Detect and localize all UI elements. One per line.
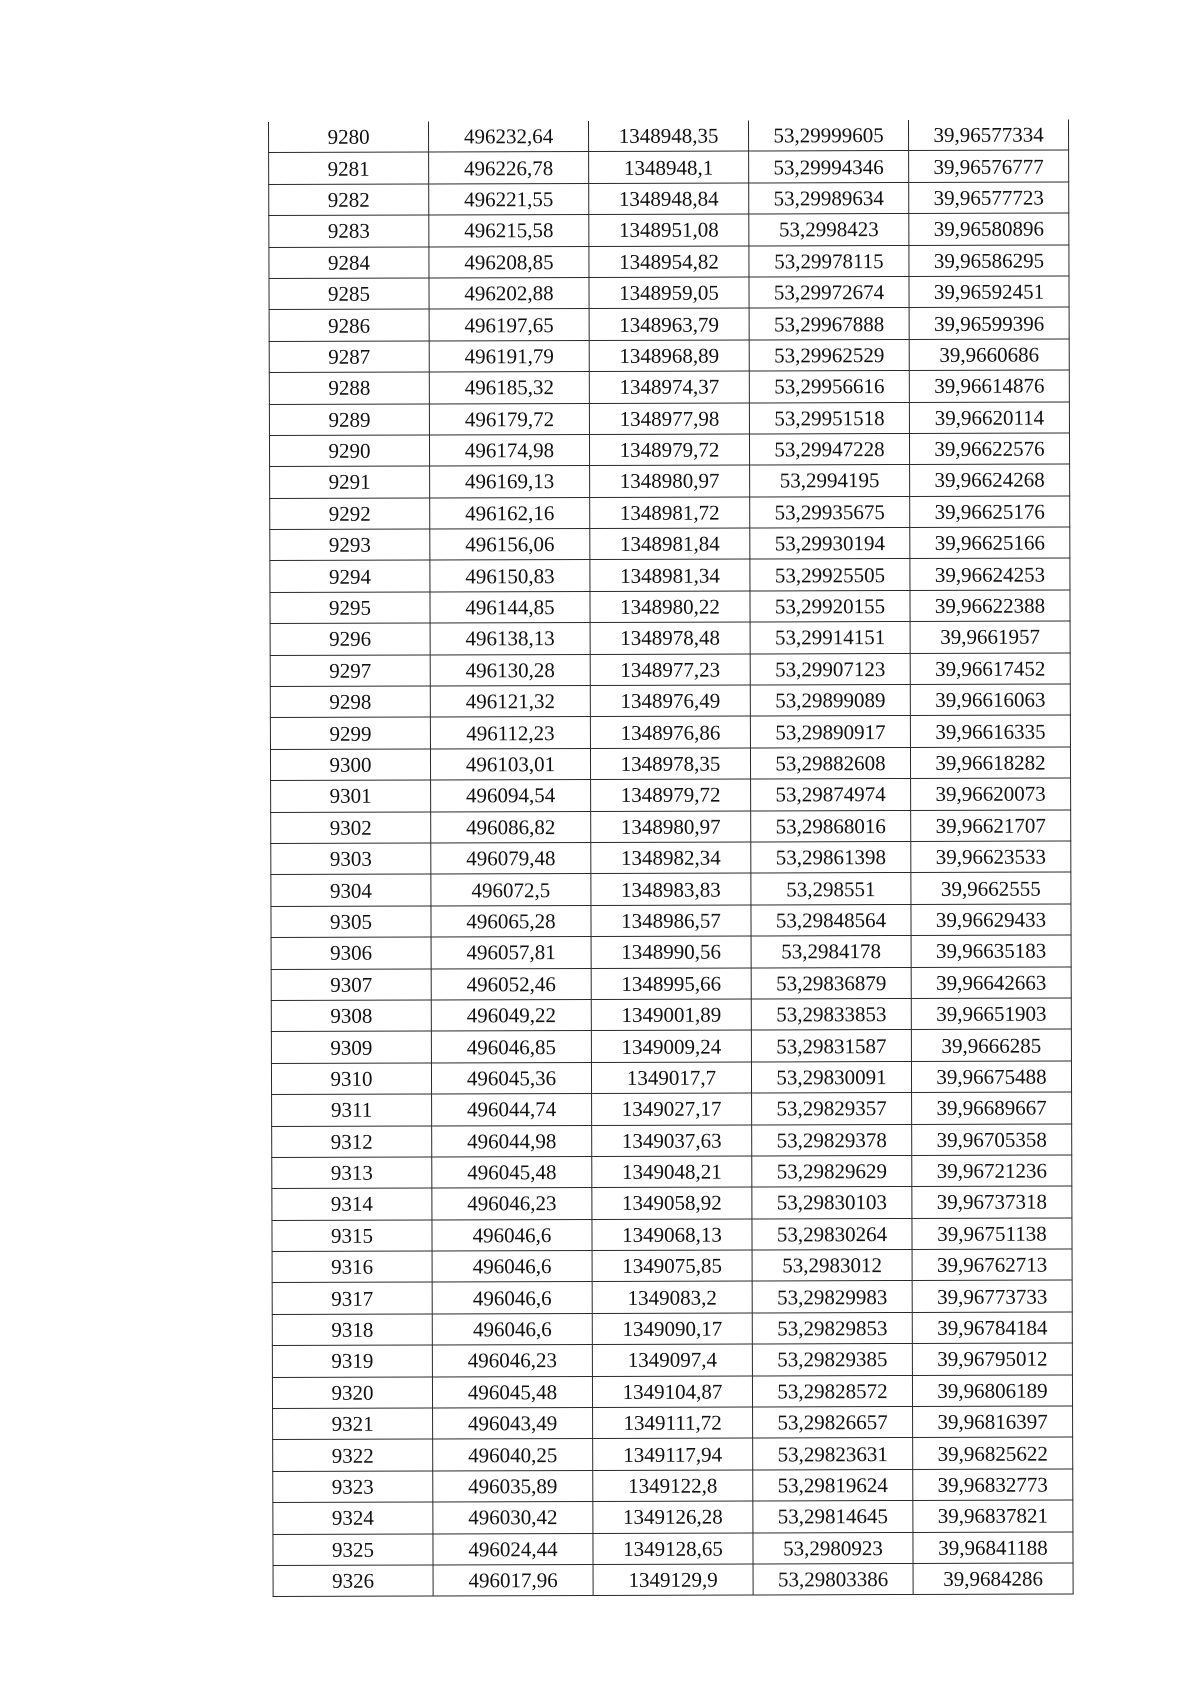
longitude-cell: 39,96825622: [913, 1437, 1073, 1469]
table-row: [269, 150, 1069, 184]
y-coordinate-cell: 1349058,92: [592, 1187, 752, 1219]
table-row: [269, 276, 1069, 310]
latitude-cell: 53,29920155: [750, 590, 910, 622]
point-number-cell: 9295: [270, 592, 430, 624]
x-coordinate-cell: 496121,32: [430, 686, 590, 718]
point-number-cell: 9321: [273, 1408, 433, 1440]
point-number-cell: 9302: [271, 812, 431, 844]
x-coordinate-cell: 496046,23: [432, 1345, 592, 1377]
y-coordinate-cell: 1349075,85: [592, 1250, 752, 1282]
table-row: [272, 1280, 1072, 1314]
y-coordinate-cell: 1349117,94: [593, 1438, 753, 1470]
point-number-cell: 9304: [271, 874, 431, 906]
y-coordinate-cell: 1349104,87: [592, 1376, 752, 1408]
x-coordinate-cell: 496197,65: [429, 309, 589, 341]
latitude-cell: 53,29830103: [752, 1187, 912, 1219]
latitude-cell: 53,29874974: [751, 779, 911, 811]
longitude-cell: 39,9662555: [911, 872, 1071, 904]
latitude-cell: 53,29907123: [750, 653, 910, 685]
x-coordinate-cell: 496221,55: [429, 183, 589, 215]
x-coordinate-cell: 496045,48: [432, 1376, 592, 1408]
table-row: [272, 1343, 1072, 1377]
x-coordinate-cell: 496103,01: [430, 748, 590, 780]
x-coordinate-cell: 496046,6: [432, 1313, 592, 1345]
y-coordinate-cell: 1349090,17: [592, 1313, 752, 1345]
point-number-cell: 9306: [271, 937, 431, 969]
x-coordinate-cell: 496232,64: [428, 121, 588, 152]
longitude-cell: 39,96675488: [911, 1061, 1071, 1093]
table-row: [272, 1123, 1072, 1157]
point-number-cell: 9313: [272, 1157, 432, 1189]
longitude-cell: 39,96576777: [909, 150, 1069, 182]
x-coordinate-cell: 496045,36: [431, 1062, 591, 1094]
longitude-cell: 39,96625166: [910, 527, 1070, 559]
longitude-cell: 39,96586295: [909, 245, 1069, 277]
table-row: [269, 245, 1069, 279]
table-row: [269, 433, 1069, 467]
table-row: [270, 590, 1070, 624]
longitude-cell: 39,96784184: [912, 1312, 1072, 1344]
latitude-cell: 53,29829385: [752, 1344, 912, 1376]
point-number-cell: 9320: [272, 1377, 432, 1409]
x-coordinate-cell: 496226,78: [429, 152, 589, 184]
latitude-cell: 53,29914151: [750, 622, 910, 654]
point-number-cell: 9284: [269, 247, 429, 279]
y-coordinate-cell: 1348981,72: [590, 497, 750, 529]
longitude-cell: 39,96816397: [913, 1406, 1073, 1438]
longitude-cell: 39,96620114: [909, 401, 1069, 433]
x-coordinate-cell: 496030,42: [433, 1502, 593, 1534]
table-row: [269, 401, 1069, 435]
longitude-cell: 39,96614876: [909, 370, 1069, 402]
longitude-cell: 39,9661957: [910, 621, 1070, 653]
y-coordinate-cell: 1348981,34: [590, 559, 750, 591]
longitude-cell: 39,96592451: [909, 276, 1069, 308]
point-number-cell: 9325: [273, 1534, 433, 1566]
longitude-cell: 39,96762713: [912, 1249, 1072, 1281]
latitude-cell: 53,29890917: [750, 716, 910, 748]
point-number-cell: 9287: [269, 341, 429, 373]
point-number-cell: 9311: [272, 1094, 432, 1126]
y-coordinate-cell: 1349027,17: [592, 1093, 752, 1125]
y-coordinate-cell: 1348968,89: [589, 340, 749, 372]
table-row: [273, 1500, 1073, 1534]
latitude-cell: 53,29994346: [749, 151, 909, 183]
point-number-cell: 9289: [269, 404, 429, 436]
table-row: [269, 370, 1069, 404]
x-coordinate-cell: 496035,89: [433, 1470, 593, 1502]
point-number-cell: 9281: [269, 152, 429, 184]
table-row: [271, 935, 1071, 969]
longitude-cell: 39,96617452: [910, 653, 1070, 685]
point-number-cell: 9291: [270, 466, 430, 498]
point-number-cell: 9290: [269, 435, 429, 467]
longitude-cell: 39,9684286: [913, 1563, 1073, 1595]
y-coordinate-cell: 1348977,23: [590, 654, 750, 686]
x-coordinate-cell: 496046,23: [432, 1188, 592, 1220]
latitude-cell: 53,29826657: [753, 1406, 913, 1438]
y-coordinate-cell: 1349001,89: [591, 999, 751, 1031]
table-row: [273, 1563, 1073, 1597]
x-coordinate-cell: 496112,23: [430, 717, 590, 749]
y-coordinate-cell: 1349009,24: [591, 1030, 751, 1062]
longitude-cell: 39,96599396: [909, 307, 1069, 339]
point-number-cell: 9293: [270, 529, 430, 561]
y-coordinate-cell: 1348951,08: [589, 214, 749, 246]
point-number-cell: 9319: [272, 1345, 432, 1377]
x-coordinate-cell: 496049,22: [431, 999, 591, 1031]
longitude-cell: 39,96837821: [913, 1500, 1073, 1532]
point-number-cell: 9318: [272, 1314, 432, 1346]
latitude-cell: 53,29830091: [751, 1061, 911, 1093]
latitude-cell: 53,29868016: [751, 810, 911, 842]
table-row: [269, 119, 1069, 152]
y-coordinate-cell: 1349129,9: [593, 1564, 753, 1596]
longitude-cell: 39,96689667: [912, 1092, 1072, 1124]
table-row: [271, 1061, 1071, 1095]
table-row: [273, 1469, 1073, 1503]
table-row: [269, 307, 1069, 341]
y-coordinate-cell: 1348979,72: [589, 434, 749, 466]
table-row: [269, 213, 1069, 247]
latitude-cell: 53,2983012: [752, 1250, 912, 1282]
longitude-cell: 39,96629433: [911, 904, 1071, 936]
y-coordinate-cell: 1349068,13: [592, 1219, 752, 1251]
table-row: [270, 747, 1070, 781]
point-number-cell: 9296: [270, 623, 430, 655]
y-coordinate-cell: 1348948,1: [589, 151, 749, 183]
y-coordinate-cell: 1348978,35: [590, 748, 750, 780]
latitude-cell: 53,29951518: [749, 402, 909, 434]
table-row: [272, 1375, 1072, 1409]
y-coordinate-cell: 1348948,84: [589, 183, 749, 215]
y-coordinate-cell: 1348978,48: [590, 622, 750, 654]
y-coordinate-cell: 1349083,2: [592, 1281, 752, 1313]
x-coordinate-cell: 496162,16: [430, 497, 590, 529]
y-coordinate-cell: 1349017,7: [591, 1062, 751, 1094]
longitude-cell: 39,96618282: [910, 747, 1070, 779]
latitude-cell: 53,29848564: [751, 904, 911, 936]
y-coordinate-cell: 1348959,05: [589, 277, 749, 309]
latitude-cell: 53,29962529: [749, 339, 909, 371]
x-coordinate-cell: 496144,85: [430, 591, 590, 623]
latitude-cell: 53,29829853: [752, 1312, 912, 1344]
latitude-cell: 53,29829357: [752, 1093, 912, 1125]
y-coordinate-cell: 1349097,4: [592, 1344, 752, 1376]
x-coordinate-cell: 496185,32: [429, 372, 589, 404]
longitude-cell: 39,96806189: [912, 1375, 1072, 1407]
y-coordinate-cell: 1348977,98: [589, 403, 749, 435]
latitude-cell: 53,29831587: [751, 1030, 911, 1062]
y-coordinate-cell: 1348983,83: [591, 873, 751, 905]
latitude-cell: 53,29829378: [752, 1124, 912, 1156]
latitude-cell: 53,29978115: [749, 245, 909, 277]
x-coordinate-cell: 496065,28: [431, 905, 591, 937]
y-coordinate-cell: 1348963,79: [589, 308, 749, 340]
point-number-cell: 9297: [270, 655, 430, 687]
point-number-cell: 9307: [271, 969, 431, 1001]
longitude-cell: 39,96577723: [909, 182, 1069, 214]
x-coordinate-cell: 496215,58: [429, 215, 589, 247]
x-coordinate-cell: 496045,48: [432, 1156, 592, 1188]
table-row: [270, 496, 1070, 530]
table-row: [269, 339, 1069, 373]
latitude-cell: 53,29899089: [750, 685, 910, 717]
point-number-cell: 9285: [269, 278, 429, 310]
y-coordinate-cell: 1348980,97: [590, 465, 750, 497]
y-coordinate-cell: 1348979,72: [591, 779, 751, 811]
point-number-cell: 9283: [269, 215, 429, 247]
longitude-cell: 39,9660686: [909, 339, 1069, 371]
table-row: [272, 1218, 1072, 1252]
latitude-cell: 53,29828572: [752, 1375, 912, 1407]
latitude-cell: 53,29925505: [750, 559, 910, 591]
y-coordinate-cell: 1349126,28: [593, 1501, 753, 1533]
x-coordinate-cell: 496094,54: [431, 780, 591, 812]
point-number-cell: 9322: [273, 1439, 433, 1471]
longitude-cell: 39,96624268: [910, 464, 1070, 496]
point-number-cell: 9300: [270, 749, 430, 781]
x-coordinate-cell: 496179,72: [429, 403, 589, 435]
y-coordinate-cell: 1349122,8: [593, 1470, 753, 1502]
point-number-cell: 9298: [270, 686, 430, 718]
x-coordinate-cell: 496024,44: [433, 1533, 593, 1565]
x-coordinate-cell: 496044,98: [432, 1125, 592, 1157]
latitude-cell: 53,2984178: [751, 936, 911, 968]
point-number-cell: 9288: [269, 372, 429, 404]
longitude-cell: 39,96795012: [912, 1343, 1072, 1375]
point-number-cell: 9280: [269, 121, 429, 152]
table-row: [271, 841, 1071, 875]
table-row: [273, 1406, 1073, 1440]
table-row: [272, 1186, 1072, 1220]
y-coordinate-cell: 1348980,22: [590, 591, 750, 623]
latitude-cell: 53,298551: [751, 873, 911, 905]
x-coordinate-cell: 496191,79: [429, 340, 589, 372]
latitude-cell: 53,29861398: [751, 841, 911, 873]
longitude-cell: 39,96832773: [913, 1469, 1073, 1501]
point-number-cell: 9315: [272, 1220, 432, 1252]
x-coordinate-cell: 496079,48: [431, 842, 591, 874]
latitude-cell: 53,29947228: [749, 433, 909, 465]
longitude-cell: 39,96622388: [910, 590, 1070, 622]
point-number-cell: 9305: [271, 906, 431, 938]
longitude-cell: 39,96616063: [910, 684, 1070, 716]
x-coordinate-cell: 496046,85: [431, 1031, 591, 1063]
point-number-cell: 9286: [269, 309, 429, 341]
longitude-cell: 39,96616335: [910, 715, 1070, 747]
point-number-cell: 9310: [271, 1063, 431, 1095]
point-number-cell: 9324: [273, 1502, 433, 1534]
coordinates-table: [268, 119, 1074, 1597]
longitude-cell: 39,96624253: [910, 558, 1070, 590]
x-coordinate-cell: 496208,85: [429, 246, 589, 278]
y-coordinate-cell: 1349111,72: [593, 1407, 753, 1439]
table-row: [272, 1092, 1072, 1126]
y-coordinate-cell: 1348954,82: [589, 246, 749, 278]
x-coordinate-cell: 496046,6: [432, 1282, 592, 1314]
latitude-cell: 53,29829629: [752, 1155, 912, 1187]
latitude-cell: 53,29829983: [752, 1281, 912, 1313]
latitude-cell: 53,29956616: [749, 371, 909, 403]
point-number-cell: 9301: [271, 780, 431, 812]
latitude-cell: 53,2994195: [750, 465, 910, 497]
x-coordinate-cell: 496044,74: [432, 1094, 592, 1126]
x-coordinate-cell: 496043,49: [433, 1408, 593, 1440]
table-row: [271, 810, 1071, 844]
table-row: [270, 558, 1070, 592]
longitude-cell: 39,96623533: [911, 841, 1071, 873]
longitude-cell: 39,96577334: [908, 119, 1068, 150]
point-number-cell: 9309: [271, 1031, 431, 1063]
longitude-cell: 39,96642663: [911, 967, 1071, 999]
latitude-cell: 53,29882608: [750, 747, 910, 779]
point-number-cell: 9326: [273, 1565, 433, 1597]
point-number-cell: 9316: [272, 1251, 432, 1283]
longitude-cell: 39,96625176: [910, 496, 1070, 528]
table-row: [270, 715, 1070, 749]
x-coordinate-cell: 496046,6: [432, 1219, 592, 1251]
longitude-cell: 39,96620073: [911, 778, 1071, 810]
point-number-cell: 9292: [270, 498, 430, 530]
x-coordinate-cell: 496150,83: [430, 560, 590, 592]
longitude-cell: 39,96635183: [911, 935, 1071, 967]
latitude-cell: 53,2998423: [749, 214, 909, 246]
longitude-cell: 39,9666285: [911, 1029, 1071, 1061]
x-coordinate-cell: 496052,46: [431, 968, 591, 1000]
point-number-cell: 9317: [272, 1282, 432, 1314]
y-coordinate-cell: 1349128,65: [593, 1533, 753, 1565]
point-number-cell: 9312: [272, 1125, 432, 1157]
table-row: [272, 1312, 1072, 1346]
latitude-cell: 53,29999605: [748, 120, 908, 151]
x-coordinate-cell: 496130,28: [430, 654, 590, 686]
longitude-cell: 39,96621707: [911, 810, 1071, 842]
x-coordinate-cell: 496072,5: [431, 874, 591, 906]
x-coordinate-cell: 496174,98: [429, 434, 589, 466]
table-row: [270, 621, 1070, 655]
latitude-cell: 53,29935675: [750, 496, 910, 528]
table-row: [271, 998, 1071, 1032]
y-coordinate-cell: 1348982,34: [591, 842, 751, 874]
point-number-cell: 9323: [273, 1471, 433, 1503]
point-number-cell: 9282: [269, 184, 429, 216]
latitude-cell: 53,29930194: [750, 528, 910, 560]
table-row: [270, 527, 1070, 561]
longitude-cell: 39,96651903: [911, 998, 1071, 1030]
table-row: [271, 1029, 1071, 1063]
longitude-cell: 39,96721236: [912, 1155, 1072, 1187]
table-row: [271, 872, 1071, 906]
latitude-cell: 53,29814645: [753, 1501, 913, 1533]
point-number-cell: 9303: [271, 843, 431, 875]
x-coordinate-cell: 496169,13: [430, 466, 590, 498]
point-number-cell: 9294: [270, 560, 430, 592]
x-coordinate-cell: 496156,06: [430, 529, 590, 561]
y-coordinate-cell: 1348980,97: [591, 811, 751, 843]
y-coordinate-cell: 1348990,56: [591, 936, 751, 968]
table-row: [272, 1155, 1072, 1189]
table-row: [271, 904, 1071, 938]
table-row: [269, 182, 1069, 216]
longitude-cell: 39,96705358: [912, 1123, 1072, 1155]
y-coordinate-cell: 1348948,35: [588, 120, 748, 151]
latitude-cell: 53,29989634: [749, 182, 909, 214]
longitude-cell: 39,96622576: [909, 433, 1069, 465]
x-coordinate-cell: 496040,25: [433, 1439, 593, 1471]
table-row: [270, 684, 1070, 718]
x-coordinate-cell: 496017,96: [433, 1564, 593, 1596]
latitude-cell: 53,29803386: [753, 1563, 913, 1595]
latitude-cell: 53,29833853: [751, 998, 911, 1030]
longitude-cell: 39,96773733: [912, 1280, 1072, 1312]
coordinates-table-body: [269, 119, 1074, 1596]
point-number-cell: 9308: [271, 1000, 431, 1032]
y-coordinate-cell: 1348981,84: [590, 528, 750, 560]
table-row: [272, 1249, 1072, 1283]
x-coordinate-cell: 496086,82: [431, 811, 591, 843]
table-row: [271, 778, 1071, 812]
point-number-cell: 9314: [272, 1188, 432, 1220]
latitude-cell: 53,29836879: [751, 967, 911, 999]
longitude-cell: 39,96737318: [912, 1186, 1072, 1218]
latitude-cell: 53,29819624: [753, 1469, 913, 1501]
y-coordinate-cell: 1348976,49: [590, 685, 750, 717]
table-row: [273, 1532, 1073, 1566]
y-coordinate-cell: 1349048,21: [592, 1156, 752, 1188]
longitude-cell: 39,96841188: [913, 1532, 1073, 1564]
y-coordinate-cell: 1348995,66: [591, 968, 751, 1000]
longitude-cell: 39,96751138: [912, 1218, 1072, 1250]
x-coordinate-cell: 496138,13: [430, 623, 590, 655]
table-row: [270, 464, 1070, 498]
y-coordinate-cell: 1348974,37: [589, 371, 749, 403]
x-coordinate-cell: 496057,81: [431, 937, 591, 969]
table-row: [270, 653, 1070, 687]
x-coordinate-cell: 496202,88: [429, 277, 589, 309]
table-row: [271, 967, 1071, 1001]
y-coordinate-cell: 1348976,86: [590, 716, 750, 748]
y-coordinate-cell: 1349037,63: [592, 1124, 752, 1156]
latitude-cell: 53,29967888: [749, 308, 909, 340]
latitude-cell: 53,29823631: [753, 1438, 913, 1470]
y-coordinate-cell: 1348986,57: [591, 905, 751, 937]
longitude-cell: 39,96580896: [909, 213, 1069, 245]
latitude-cell: 53,2980923: [753, 1532, 913, 1564]
table-row: [273, 1437, 1073, 1471]
point-number-cell: 9299: [270, 717, 430, 749]
x-coordinate-cell: 496046,6: [432, 1251, 592, 1283]
latitude-cell: 53,29830264: [752, 1218, 912, 1250]
latitude-cell: 53,29972674: [749, 276, 909, 308]
